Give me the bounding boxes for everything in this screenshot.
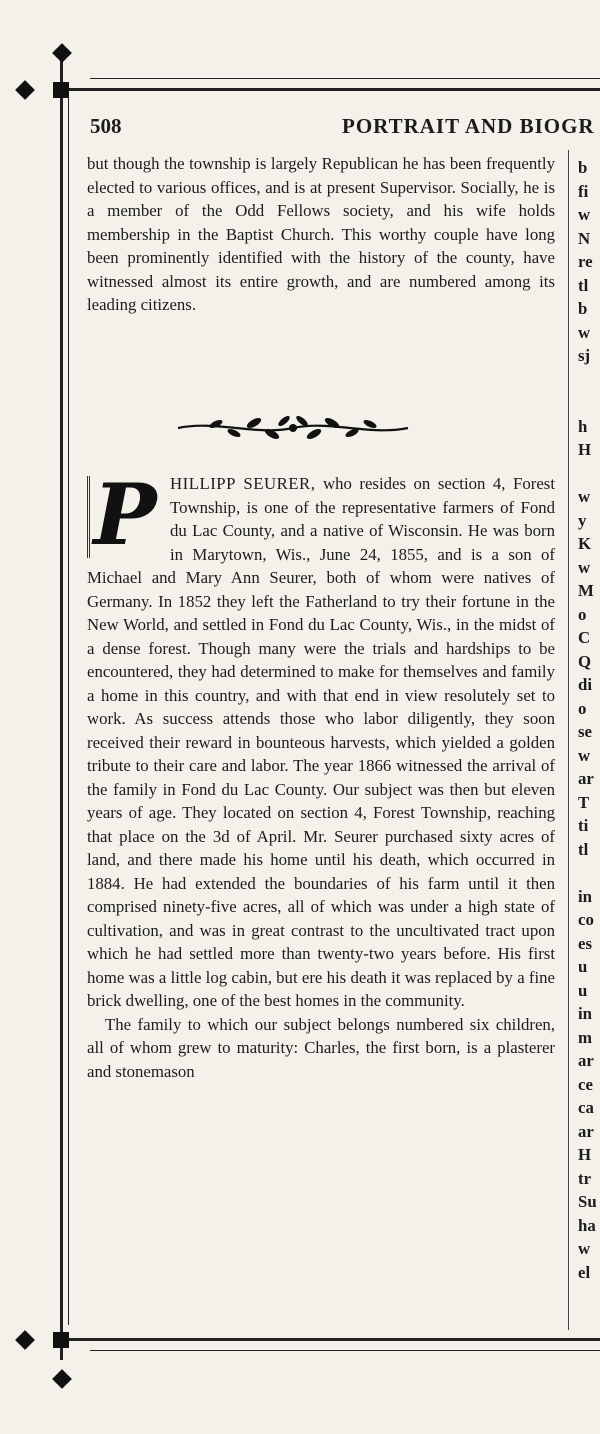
right-column-fragment: C <box>578 628 591 647</box>
running-title: PORTRAIT AND BIOGR <box>342 114 595 138</box>
frame-inner-left-rule <box>68 95 69 1325</box>
arrow-ornament-top-icon <box>52 43 72 63</box>
biography-paragraph-1 <box>87 472 555 1013</box>
right-column-fragment: T <box>578 792 590 812</box>
right-column-fragment: in <box>578 1004 592 1023</box>
right-column-fragment <box>578 462 600 486</box>
right-column-fragment <box>578 861 600 885</box>
column-divider <box>568 150 569 1330</box>
right-column-fragment: b <box>578 158 588 177</box>
right-column-fragment: H <box>578 440 592 459</box>
biography-block <box>87 472 555 1328</box>
right-column-fragment: w <box>578 1239 591 1258</box>
right-column-fragment: tl <box>578 839 589 859</box>
right-column-fragment: re <box>578 252 593 271</box>
right-column-fragment: tr <box>578 1168 592 1188</box>
arrow-ornament-left-top-icon <box>15 80 35 100</box>
right-column-fragment: w <box>578 205 591 224</box>
right-column-fragment: se <box>578 722 592 741</box>
right-column-fragment <box>578 368 600 392</box>
page-number: 508 <box>90 114 122 138</box>
corner-ornament-bottom-icon <box>53 1332 69 1348</box>
top-paragraph: but though the township is largely Republican he has been frequently elected to various offices, and is at present Supervisor. Socially, he is a member of the Odd Fellows society, and his wife holds membership in the Baptist Church. This worthy couple have long been prominently identified with the history of the county, have witnessed almost its entire growth, and are numbered among its leading citizens. <box>87 154 555 314</box>
right-column-fragment: u <box>578 980 588 1000</box>
right-column-fragment: in <box>578 886 592 906</box>
biography-paragraph-2: The family to which our subject belongs numbered six children, all of whom grew to maturity: Charles, the first born, is a plasterer and stonemason <box>87 1014 555 1081</box>
right-column-fragment: Su <box>578 1192 597 1211</box>
right-column-fragment: w <box>578 557 591 577</box>
right-column-fragment: K <box>578 534 592 553</box>
vine-ornament-icon <box>176 410 410 446</box>
drop-cap: P <box>87 476 160 558</box>
right-column-fragment: w <box>578 487 591 506</box>
right-column-fragment: ha <box>578 1215 596 1235</box>
right-column-fragment: Q <box>578 651 592 671</box>
page-header <box>86 112 600 142</box>
right-column-fragment: di <box>578 675 592 694</box>
biography-lead-in: HILLIPP SEURER, <box>170 474 316 493</box>
right-column-fragment: ca <box>578 1098 594 1117</box>
right-column-fragment: es <box>578 933 592 953</box>
biography-paragraph-1-text: who resides on section 4, Forest Township, is one of the representative farmers of Fond du Lac County, and a native of Wisconsin. He was born in Marytown, Wis., June 24, 1855, and is a son of Michael and Mary Ann Seurer, both of whom were natives of Germany. In 1852 they left the Fatherland to try their fortune in the New World, and settled in Fond du Lac County, Wis., in the midst of a dense forest. Though many were the trials and hardships to be encountered, they had determined to make for themselves and family a home in this country, and with that end in view resolutely set to work. As success attends those who labor diligently, they soon received their reward in bounteous harvests, which yielded a golden tribute to their care and labor. The year 1866 witnessed the arrival of the family in Fond du Lac County. Our subject was then but eleven years of age. They located on section 4, Forest Township, reaching that place on the 3d of April. Mr. Seurer purchased sixty acres of land, and there made his home until his death, which occurred in 1884. He had extended the boundaries of his farm until it then comprised ninety-five acres, all of which was under a high state of cultivation, and was in great contrast to the uncultivated tract upon which he had settled more than twenty-two years before. His first home was a little log cabin, but ere his death it was replaced by a fine brick dwelling, one of the best homes in the community. <box>87 474 555 1010</box>
right-column-fragment: u <box>578 957 588 976</box>
frame-top-rule <box>60 88 600 91</box>
right-column-fragment: ti <box>578 816 589 835</box>
right-column-fragment: co <box>578 910 594 929</box>
right-column-fragment: w <box>578 745 591 765</box>
frame-top-inner-rule <box>90 78 600 79</box>
right-column-fragment <box>578 391 600 415</box>
top-paragraph-block <box>87 152 555 384</box>
corner-ornament-top-icon <box>53 82 69 98</box>
right-column-fragment: H <box>578 1145 592 1164</box>
arrow-ornament-left-bottom-icon <box>15 1330 35 1350</box>
right-column-fragments <box>578 156 600 1326</box>
frame-bottom-rule <box>60 1338 600 1341</box>
right-column-fragment: ar <box>578 1051 594 1070</box>
right-column-fragment: o <box>578 604 587 624</box>
right-column-fragment: N <box>578 228 591 248</box>
right-column-fragment: sj <box>578 346 591 365</box>
right-column-fragment: y <box>578 510 587 530</box>
right-column-fragment: ce <box>578 1074 593 1094</box>
frame-left-rule <box>60 60 63 1360</box>
right-column-fragment: fi <box>578 181 589 201</box>
right-column-fragment: el <box>578 1262 591 1282</box>
right-column-fragment: m <box>578 1027 592 1047</box>
right-column-fragment: h <box>578 416 588 436</box>
frame-bottom-inner-rule <box>90 1350 600 1351</box>
right-column-fragment: w <box>578 322 591 342</box>
right-column-fragment: b <box>578 299 588 318</box>
right-column-fragment: M <box>578 581 594 600</box>
right-column-fragment: ar <box>578 769 594 788</box>
arrow-ornament-bottom-icon <box>52 1369 72 1389</box>
right-column-fragment: ar <box>578 1121 594 1141</box>
right-column-fragment: o <box>578 698 587 718</box>
right-column-fragment: tl <box>578 275 589 295</box>
